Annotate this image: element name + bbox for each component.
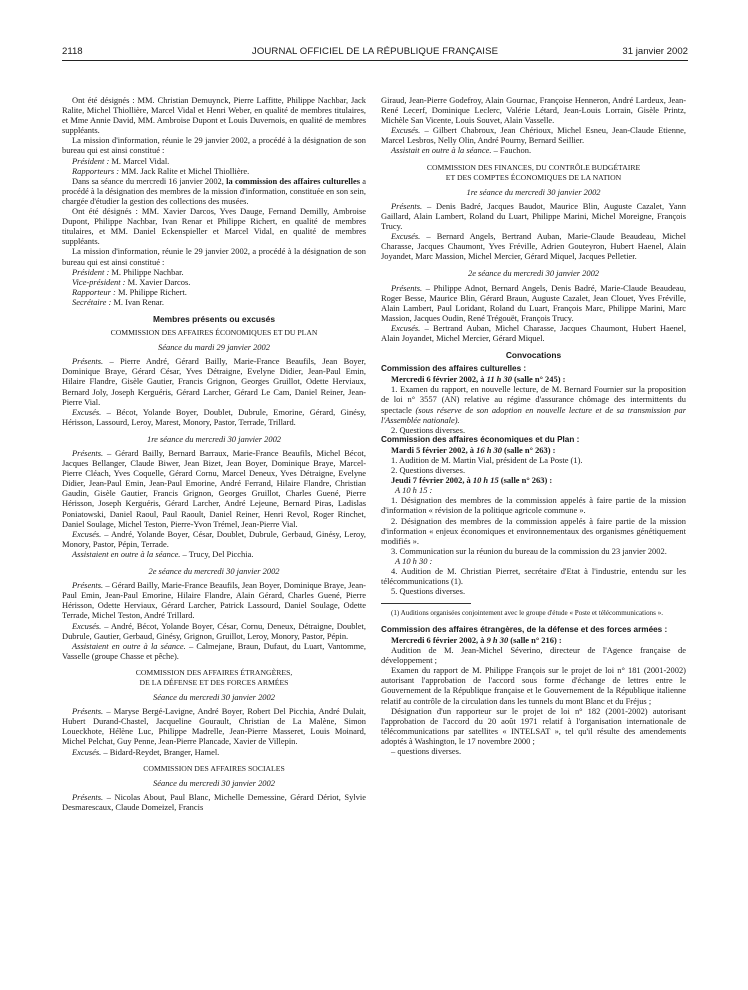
bureau-line	[62, 277, 366, 287]
excused-list: Excusés. – Bertrand Auban, Michel Charasse, Jacques Chaumont, Hubert Haenel, Alain Joyandet, Michel Mercier, Gérard Miquel.	[381, 322, 686, 343]
issue-date: 31 janvier 2002	[622, 46, 688, 57]
bureau-line	[62, 287, 366, 297]
present-list: Présents. – Pierre André, Gérard Bailly, Marie-France Beaufils, Jean Boyer, Dominique Braye, Gérard César, Yves Détraigne, Evelyne Didier, Jean-Paul Emin, Hilaire Flandre, Gisèle Gautier, Francis Grignon, Georges Gruillot, Odette Herviaux, Bernard Joly, Joseph Kerguéris, Gérard Larcher, Gérard Le Cam, Daniel Reiner, Jean-Pierre Vial.	[62, 356, 366, 407]
present-list: Présents. – Philippe Adnot, Bernard Angels, Denis Badré, Marie-Claude Beaudeau, Roger Besse, Maurice Blin, Gérard Braun, Auguste Cazalet, Jean Clouet, Yves Fréville, Alain Lambert, Paul Loridant, Roland du Luart, François Marc, Philippe Marini, Marc Massion, Jacques Oudin, René Trégouët, François Trucy.	[381, 282, 686, 323]
attending-list: Assistait en outre à la séance. – Fauchon.	[391, 145, 532, 156]
role-holder: M. Philippe Nachbar.	[109, 266, 184, 277]
bureau-line	[62, 267, 366, 277]
agenda-item: – questions diverses.	[391, 746, 462, 757]
role-label: Président :	[72, 266, 110, 277]
left-column	[62, 95, 366, 979]
page-number: 2118	[62, 46, 83, 57]
bureau-line	[62, 297, 366, 307]
agenda-item: 4. Audition de M. Christian Pierret, secrétaire d'Etat à l'industrie, entendu sur les télécommunications (1).	[381, 566, 686, 587]
role-holder: M. Marcel Vidal.	[109, 155, 170, 166]
role-label: Président :	[72, 155, 110, 166]
right-column	[381, 95, 686, 979]
agenda-item: 2. Questions diverses.	[391, 465, 466, 476]
session-heading: Séance du mardi 29 janvier 2002	[158, 342, 270, 353]
role-holder: M. Ivan Renar.	[111, 296, 165, 307]
bureau-line	[62, 156, 366, 166]
commission-heading: COMMISSION DES AFFAIRES ÉCONOMIQUES ET DU PLAN	[110, 328, 318, 338]
session-heading: Séance du mercredi 30 janvier 2002	[153, 692, 275, 703]
agenda-item: 5. Questions diverses.	[391, 586, 466, 597]
agenda-item: 1. Désignation des membres de la commission appelés à faire partie de la mission d'information « révision de la politique agricole commune ».	[381, 495, 686, 516]
attending-list: Assistaient en outre à la séance. – Calmejane, Braun, Dufaut, du Luart, Vantomme, Vasselle (groupe Chasse et pêche).	[62, 640, 366, 661]
agenda-time: A 10 h 30 :	[395, 555, 433, 566]
agenda-item: Désignation d'un rapporteur sur le projet de loi n° 182 (2001-2002) autorisant l'approbation de l'accord du 20 août 1971 relatif à l'organisation internationale de télécommunications par satellites « INTELSAT », tel qu'il résulte des amendements adoptés à Washington, le 17 novembre 2000 ;	[381, 705, 686, 746]
page-header	[62, 44, 688, 61]
excused-list: Excusés. – Gilbert Chabroux, Jean Chérioux, Michel Esneu, Jean-Claude Etienne, Marcel Lesbros, Nelly Olin, André Pourny, Bernard Seillier.	[381, 125, 686, 146]
footnote: (1) Auditions organisées conjointement avec le groupe d'étude « Poste et télécommunications ».	[391, 609, 664, 618]
commission-heading: DE LA DÉFENSE ET DES FORCES ARMÉES	[139, 677, 289, 687]
commission-heading: COMMISSION DES FINANCES, DU CONTRÔLE BUDGÉTAIRE	[426, 162, 641, 172]
session-heading: 1re séance du mercredi 30 janvier 2002	[466, 186, 601, 197]
present-list: Présents. – Maryse Bergé-Lavigne, André Boyer, Robert Del Picchia, André Dulait, Hubert Durand-Chastel, Jacqueline Gourault, Christian de La Malène, Simon Loueckhote, Hélène Luc, Philippe Madrelle, Jean-Pierre Masseret, Louis Moinard, Michel Pelchat, Guy Penne, Jean-Pierre Plancade, Xavier de Villepin.	[62, 706, 366, 747]
section-heading: Membres présents ou excusés	[153, 313, 275, 324]
paragraph: La mission d'information, réunie le 29 janvier 2002, a procédé à la désignation de son bureau qui est ainsi constitué :	[62, 135, 366, 156]
session-heading: 2e séance du mercredi 30 janvier 2002	[148, 566, 280, 577]
agenda-item: 1. Audition de M. Martin Vial, président de La Poste (1).	[391, 455, 583, 465]
convocation-commission: Commission des affaires culturelles :	[381, 364, 527, 374]
paragraph: Dans sa séance du mercredi 16 janvier 2002, la commission des affaires culturelles a procédé à la désignation des membres de la mission d'information, constituée en son sein, chargée d'étudier la gestion des collections des musées.	[62, 175, 366, 206]
convocation-date: Mercredi 6 février 2002, à 9 h 30 (salle n° 216) :	[391, 635, 562, 645]
bureau-line	[62, 166, 366, 176]
convocation-date: Mardi 5 février 2002, à 16 h 30 (salle n° 263) :	[391, 444, 556, 455]
excused-list: Excusés. – Bernard Angels, Bertrand Auban, Marie-Claude Beaudeau, Michel Charasse, Jacques Chaumont, Yves Fréville, Adrien Gouteyron, Hubert Haenel, Alain Joyandet, Marc Massion, Michel Mercier, Gérard Miquel, Jacques Pelletier.	[381, 231, 686, 262]
role-label: Rapporteur :	[72, 286, 116, 297]
excused-list: Excusés. – André, Yolande Boyer, César, Doublet, Dubrule, Gerbaud, Ginésy, Leroy, Monory, Pastor, Pépin, Terrade.	[62, 528, 366, 549]
session-heading: 1re séance du mercredi 30 janvier 2002	[146, 433, 282, 444]
session-heading: 2e séance du mercredi 30 janvier 2002	[467, 268, 600, 279]
agenda-item: 2. Désignation des membres de la commission appelés à faire partie de la mission d'information « enjeux économiques et environnementaux des organismes génétiquement modifiés ».	[381, 515, 686, 546]
commission-heading: COMMISSION DES AFFAIRES ÉTRANGÈRES,	[135, 667, 293, 677]
agenda-item: Audition de M. Jean-Michel Séverino, directeur de l'Agence française de développement ;	[381, 645, 686, 666]
present-list: Présents. – Gérard Bailly, Bernard Barraux, Marie-France Beaufils, Michel Bécot, Jacques Bellanger, Claude Biwer, Jean Bizet, Jean Boyer, Dominique Braye, Marcel-Pierre Cléach, Yves Coquelle, Gérard Cornu, Marcel Deneux, Yves Détraigne, Evelyne Didier, Jean-Paul Emin, Jean-Paul Emorine, André Ferrand, Hilaire Flandre, Christian Gaudin, Gisèle Gautier, Francis Grignon, Georges Gruillot, Charles Guené, Pierre Hérisson, Joseph Kerguéris, Gérard Larcher, André Lejeune, Bernard Piras, Ladislas Poniatowski, Daniel Raoul, Paul Raoult, Daniel Reiner, Henri Revol, Roger Rinchet, Daniel Soulage, Michel Teston, Pierre-Yvon Trémel, Jean-Pierre Vial.	[62, 448, 366, 529]
role-holder: M. Xavier Darcos.	[125, 276, 191, 287]
convocation-date: Mercredi 6 février 2002, à 11 h 30 (salle n° 245) :	[391, 374, 566, 385]
commission-name: la commission des affaires culturelles	[226, 175, 360, 186]
commission-heading: ET DES COMPTES ÉCONOMIQUES DE LA NATION	[445, 172, 622, 182]
role-holder: MM. Jack Ralite et Michel Thiollière.	[119, 165, 250, 176]
present-list: Présents. – Nicolas About, Paul Blanc, Michelle Demessine, Gérard Dériot, Sylvie Desmarescaux, Claude Domeizel, Francis	[62, 791, 366, 812]
agenda-item: 1. Examen du rapport, en nouvelle lecture, de M. Bernard Fournier sur la proposition de loi n° 3557 (AN) relative au régime d'assurance chômage des intermittents du spectacle (sous réserve de son adoption en nouvelle lecture et de sa transmission par l'Assemblée nationale).	[381, 384, 686, 425]
paragraph: La mission d'information, réunie le 29 janvier 2002, a procédé à la désignation de son bureau qui est ainsi constitué :	[62, 246, 366, 267]
session-heading: Séance du mercredi 30 janvier 2002	[153, 777, 275, 788]
convocation-date: Jeudi 7 février 2002, à 10 h 15 (salle n° 263) :	[391, 475, 553, 486]
attending-list: Assistaient en outre à la séance. – Trucy, Del Picchia.	[72, 548, 254, 559]
role-label: Vice-président :	[72, 276, 126, 287]
paragraph: Ont été désignés : MM. Xavier Darcos, Yves Dauge, Fernand Demilly, Ambroise Dupont, Philippe Nachbar, Ivan Renar et Philippe Richert, en qualité de membres titulaires, et MM. Daniel Eckenspieller et Marcel Vidal, en qualité de membres suppléants.	[62, 206, 366, 247]
present-list-continued: Giraud, Jean-Pierre Godefroy, Alain Gournac, Françoise Henneron, André Lardeux, Jean-René Lecerf, Dominique Leclerc, Valérie Létard, Jean-Louis Lorrain, Gisèle Printz, Michèle San Vicente, Louis Souvet, Alain Vasselle.	[381, 95, 686, 126]
agenda-item: 2. Questions diverses.	[391, 424, 466, 435]
agenda-item: 3. Communication sur la réunion du bureau de la commission du 23 janvier 2002.	[391, 545, 667, 556]
excused-list: Excusés. – Bidard-Reydet, Branger, Hamel.	[72, 746, 220, 757]
agenda-time: A 10 h 15 :	[395, 485, 433, 496]
journal-title: JOURNAL OFFICIEL DE LA RÉPUBLIQUE FRANÇAISE	[251, 46, 499, 57]
footnote-rule	[381, 603, 471, 604]
convocation-commission: Commission des affaires économiques et du Plan :	[381, 434, 580, 444]
convocation-commission: Commission des affaires étrangères, de la défense et des forces armées :	[381, 624, 668, 634]
role-label: Rapporteurs :	[72, 165, 120, 176]
role-holder: M. Philippe Richert.	[115, 286, 187, 297]
excused-list: Excusés. – André, Bécot, Yolande Boyer, César, Cornu, Deneux, Détraigne, Doublet, Dubrule, Gautier, Gerbaud, Ginésy, Grignon, Gruillot, Leroy, Monory, Pastor, Pépin.	[62, 620, 366, 641]
paragraph: Ont été désignés : MM. Christian Demuynck, Pierre Laffitte, Philippe Nachbar, Jack Ralite, Michel Thiollière, Marcel Vidal et Henri Weber, en qualité de membres titulaires, et Mme Annie David, MM. Ambroise Dupont et Louis Duvernois, en qualité de membres suppléants.	[62, 95, 366, 136]
excused-list: Excusés. – Bécot, Yolande Boyer, Doublet, Dubrule, Emorine, Gérard, Ginésy, Hérisson, Lassourd, Leroy, Marest, Monory, Pastor, Terrade, Trillard.	[62, 406, 366, 427]
role-label: Secrétaire :	[72, 296, 112, 307]
section-heading: Convocations	[505, 350, 562, 361]
agenda-item: Examen du rapport de M. Philippe François sur le projet de loi n° 181 (2001-2002) autorisant l'approbation de l'accord sous forme d'échange de lettres entre le Gouvernement de la République française et le Gouvernement de la République italienne relatif au contrôle de la circulation dans les tunnels du mont Blanc et du Fréjus ;	[381, 665, 686, 706]
present-list: Présents. – Denis Badré, Jacques Baudot, Maurice Blin, Auguste Cazalet, Yann Gaillard, Alain Lambert, Roland du Luart, Philippe Marini, Michel Moreigne, François Trucy.	[381, 200, 686, 232]
present-list: Présents. – Gérard Bailly, Marie-France Beaufils, Jean Boyer, Dominique Braye, Jean-Paul Emin, Jean-Paul Emorine, Hilaire Flandre, Alain Gérard, Charles Guené, Pierre Hérisson, Odette Herviaux, Gérard Larcher, Patrick Lassourd, Daniel Soulage, Odette Terrade, Michel Teston, André Trillard.	[62, 580, 366, 621]
commission-heading: COMMISSION DES AFFAIRES SOCIALES	[143, 763, 285, 773]
